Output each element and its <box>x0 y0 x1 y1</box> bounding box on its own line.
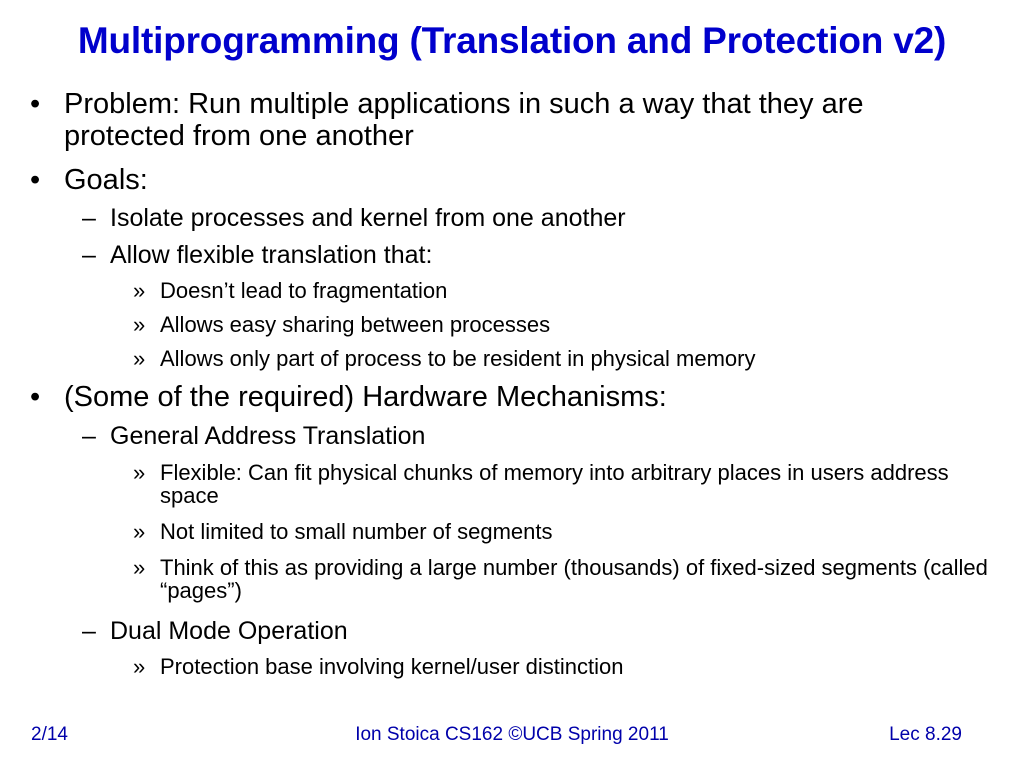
subbullet-isolate <box>82 203 992 233</box>
subsub-text: Think of this as providing a large number (thousands) of fixed-sized segments (called “pages”) <box>160 555 988 603</box>
subsub-segments <box>133 520 1003 543</box>
bullet-marker: • <box>30 164 41 196</box>
dash-marker: – <box>82 617 96 645</box>
subsub-flexible-chunks <box>133 461 1003 507</box>
subsub-resident <box>133 347 1003 370</box>
slide-title: Multiprogramming (Translation and Protection v2) <box>77 20 947 61</box>
bullet-text: Problem: Run multiple applications in such a way that they are protected from one another <box>64 88 864 152</box>
bullet-marker: • <box>30 88 41 120</box>
chevron-marker: » <box>133 654 146 679</box>
footer-course: Ion Stoica CS162 ©UCB Spring 2011 <box>355 724 669 745</box>
subsub-text: Protection base involving kernel/user distinction <box>160 654 624 679</box>
subsub-protection <box>133 655 1003 678</box>
footer-lecture: Lec 8.29 <box>889 724 962 745</box>
subsub-sharing <box>133 313 1003 336</box>
chevron-marker: » <box>133 278 146 303</box>
subbullet-address-translation <box>82 421 992 451</box>
subsub-text: Allows only part of process to be resident in physical memory <box>160 346 756 371</box>
subsub-text: Not limited to small number of segments <box>160 519 553 544</box>
dash-marker: – <box>82 241 96 269</box>
bullet-goals <box>30 164 990 196</box>
subbullet-flexible <box>82 240 992 270</box>
subbullet-text: General Address Translation <box>110 422 426 450</box>
chevron-marker: » <box>133 460 146 485</box>
dash-marker: – <box>82 422 96 450</box>
subbullet-text: Allow flexible translation that: <box>110 241 433 269</box>
chevron-marker: » <box>133 555 146 580</box>
subsub-text: Flexible: Can fit physical chunks of memory into arbitrary places in users address space <box>160 460 949 508</box>
dash-marker: – <box>82 204 96 232</box>
subbullet-text: Dual Mode Operation <box>110 617 348 645</box>
bullet-text: (Some of the required) Hardware Mechanisms: <box>64 381 667 413</box>
bullet-hardware <box>30 381 990 413</box>
subsub-text: Allows easy sharing between processes <box>160 312 551 337</box>
chevron-marker: » <box>133 346 146 371</box>
subsub-text: Doesn’t lead to fragmentation <box>160 278 448 303</box>
bullet-problem <box>30 88 990 152</box>
chevron-marker: » <box>133 312 146 337</box>
subbullet-dual-mode <box>82 616 992 646</box>
subsub-pages <box>133 556 1003 602</box>
bullet-text: Goals: <box>64 164 148 196</box>
footer-date: 2/14 <box>31 724 68 745</box>
subbullet-text: Isolate processes and kernel from one another <box>110 204 626 232</box>
bullet-marker: • <box>30 381 41 413</box>
chevron-marker: » <box>133 519 146 544</box>
subsub-fragmentation <box>133 279 1003 302</box>
